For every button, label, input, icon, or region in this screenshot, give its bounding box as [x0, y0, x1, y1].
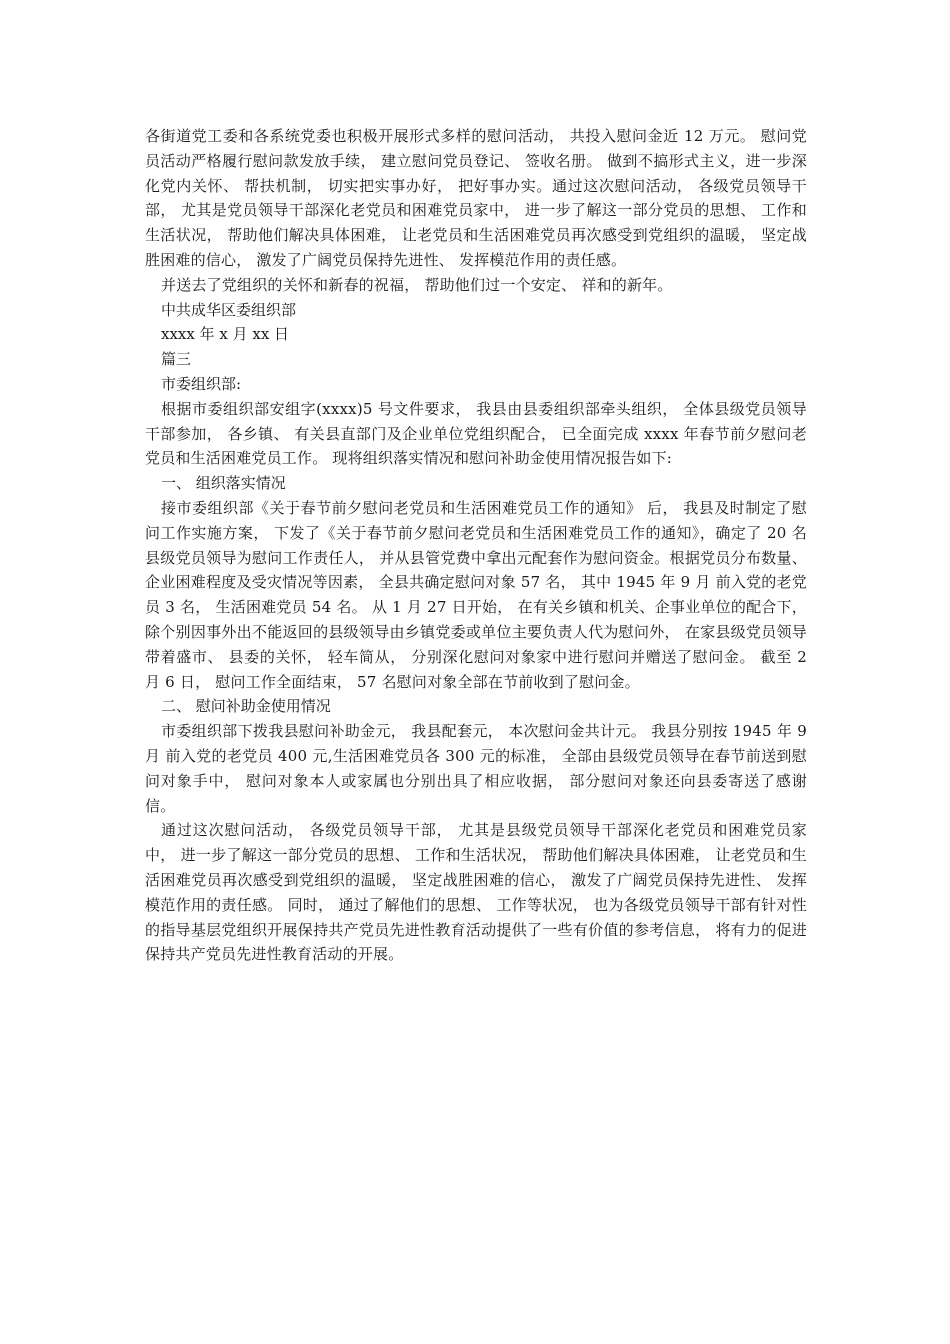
paragraph-consolation-summary: 各街道党工委和各系统党委也积极开展形式多样的慰问活动， 共投入慰问金近 12 万元。 慰问党员活动严格履行慰问款发放手续， 建立慰问党员登记、 签收名册。 做到不搞形式主义，进一步深化党内关怀、 帮扶机制， 切实把实事办好， 把好事办实。通过这次慰问活动， 各级党员领导干部， 尤其是党员领导干部深化老党员和困难党员家中， 进一步了解这一部分党员的思想、 工作和生活状况， 帮助他们解决具体困难， 让老党员和生活困难党员再次感受到党组织的温暖， 坚定战胜困难的信心， 激发了广阔党员保持先进性、 发挥模范作用的责任感。	[145, 127, 807, 269]
document-page	[145, 124, 807, 967]
signature-date: xxxx 年 x 月 xx 日	[161, 325, 290, 344]
heading-subsidy-usage: 二、 慰问补助金使用情况	[161, 697, 331, 716]
report-addressee: 市委组织部:	[161, 374, 242, 393]
paragraph-new-year-wishes: 并送去了党组织的关怀和新春的祝福， 帮助他们过一个安定、 祥和的新年。	[161, 275, 673, 294]
heading-organization-implementation: 一、 组织落实情况	[161, 474, 286, 493]
section-title: 篇三	[161, 350, 192, 369]
signature-organization: 中共成华区委组织部	[161, 300, 297, 319]
paragraph-report-intro: 根据市委组织部安组字(xxxx)5 号文件要求， 我县由县委组织部牵头组织， 全体县级党员领导干部参加， 各乡镇、 有关县直部门及企业单位党组织配合， 已全面完成 xxxx 年春节前夕慰问老党员和生活困难党员工作。 现将组织落实情况和慰问补助金使用情况报告如下:	[145, 399, 807, 468]
paragraph-conclusion: 通过这次慰问活动， 各级党员领导干部， 尤其是县级党员领导干部深化老党员和困难党员家中， 进一步了解这一部分党员的思想、 工作和生活状况， 帮助他们解决具体困难， 让老党员和生活困难党员再次感受到党组织的温暖， 坚定战胜困难的信心， 激发了广阔党员保持先进性、 发挥模范作用的责任感。 同时， 通过了解他们的思想、 工作等状况， 也为各级党员领导干部有针对性的指导基层党组织开展保持共产党员先进性教育活动提供了一些有价值的参考信息， 将有力的促进保持共产党员先进性教育活动的开展。	[145, 821, 807, 964]
paragraph-subsidy-details: 市委组织部下拨我县慰问补助金元， 我县配套元， 本次慰问金共计元。 我县分别按 1945 年 9 月 前入党的老党员 400 元,生活困难党员各 300 元的标准， 全部由县级党员领导在春节前送到慰问对象手中， 慰问对象本人或家属也分别出具了相应收据， 部分慰问对象还向县委寄送了感谢信。	[145, 722, 807, 815]
paragraph-implementation-details: 接市委组织部《关于春节前夕慰问老党员和生活困难党员工作的通知》 后， 我县及时制定了慰问工作实施方案， 下发了《关于春节前夕慰问老党员和生活困难党员工作的通知》，确定了 20 名县级党员领导为慰问工作责任人， 并从县管党费中拿出元配套作为慰问资金。根据党员分布数量、 企业困难程度及受灾情况等因素， 全县共确定慰问对象 57 名， 其中 1945 年 9 月 前入党的老党员 3 名， 生活困难党员 54 名。 从 1 月 27 日开始， 在有关乡镇和机关、企事业单位的配合下， 除个别因事外出不能返回的县级领导由乡镇党委或单位主要负责人代为慰问外， 在家县级党员领导带着盛市、 县委的关怀， 轻车简从， 分别深化慰问对象家中进行慰问并赠送了慰问金。 截至 2 月 6 日， 慰问工作全面结束， 57 名慰问对象全部在节前收到了慰问金。	[145, 498, 807, 691]
